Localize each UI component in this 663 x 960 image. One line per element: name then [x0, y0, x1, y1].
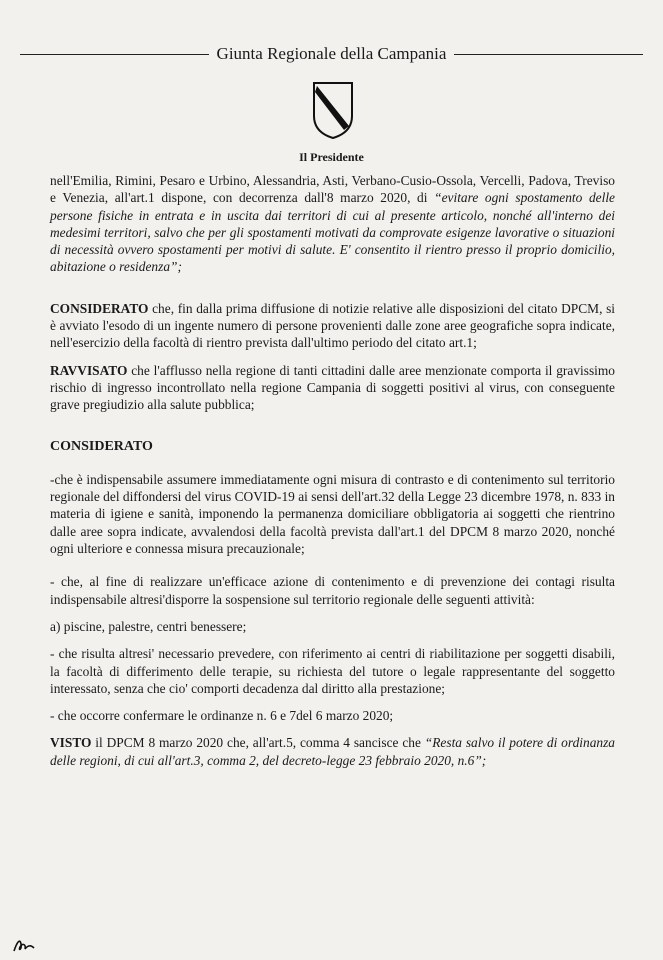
- list-item-facilities: a) piscine, palestre, centri benessere;: [50, 618, 247, 634]
- section-heading-considerato: CONSIDERATO: [50, 438, 153, 454]
- paragraph-suspension: - che, al fine di realizzare un'efficace azione di contenimento e di prevenzione dei contagi risulta indispensabile altresi'disporre la sospensione sul territorio regionale delle seguenti attività:: [50, 574, 615, 607]
- header-rule-right: [454, 54, 643, 55]
- paragraph-text: che l'afflusso nella regione di tanti cittadini dalle aree menzionate comporta il gravissimo rischio di ingresso incontrollato nella regione Campania di soggetti positivi al virus, con conseguente grave pregiudizio alla salute pubblica;: [50, 362, 615, 413]
- paragraph-ordinances: - che occorre confermare le ordinanze n. 6 e 7del 6 marzo 2020;: [50, 708, 394, 724]
- letterhead-title: Giunta Regionale della Campania: [216, 44, 447, 63]
- quoted-decree-text: “Resta salvo il potere di ordinanza delle regioni, di cui all'art.3, comma 2, del decreto-legge 23 febbraio 2020, n.6”;: [50, 735, 615, 768]
- quoted-decree-text: “evitare ogni spostamento delle persone fisiche in entrata e in uscita dai territori di cui al presente articolo, nonché all'interno dei medesimi territori, salvo che per gli spostamenti motivati da comprovate esigenze lavorative o situazioni di necessità ovvero spostamenti per motivi di salute. E' consentito il rientro presso il proprio domicilio, abitazione o residenza”;: [50, 190, 615, 275]
- paragraph-visto: [50, 734, 615, 769]
- paragraph-text: che, fin dalla prima diffusione di notizie relative alle disposizioni del citato DPCM, si è avviato l'esodo di un ingente numero di persone provenienti dalle zone aree geografiche sopra indicate, nell'esercizio della facoltà di rientro prevista dall'ultimo periodo del citato art.1;: [50, 300, 615, 351]
- keyword-ravvisato: RAVVISATO: [50, 362, 128, 378]
- keyword-visto: VISTO: [50, 735, 92, 751]
- keyword-considerato: CONSIDERATO: [50, 300, 149, 316]
- paragraph-ravvisato: [50, 362, 615, 414]
- document-body: [50, 172, 615, 769]
- paragraph-rehabilitation: - che risulta altresi' necessario prevedere, con riferimento ai centri di riabilitazione per soggetti disabili, la facoltà di differimento delle terapie, su richiesta del tutore o legale rappresentante del soggetto interessato, senza che cio' comporti decadenza dal diritto alla prestazione;: [50, 646, 615, 696]
- president-label: Il Presidente: [299, 150, 364, 164]
- paragraph-premise: [50, 172, 615, 276]
- header-rule-left: [20, 54, 209, 55]
- region-emblem-icon: [311, 80, 355, 140]
- paragraph-text: il DPCM 8 marzo 2020 che, all'art.5, comma 4 sancisce che: [91, 735, 425, 751]
- paragraph-measures: -che è indispensabile assumere immediatamente ogni misura di contrasto e di contenimento sul territorio regionale del diffondersi del virus COVID-19 ai sensi dell'art.32 della Legge 23 dicembre 1978, n. 833 in materia di igiene e sanità, imponendo la permanenza domiciliare obbligatoria ai soggetti che rientrino dalle aree sopra indicate, avvalendosi della facoltà prevista dall'art.1 del DPCM 8 marzo 2020, nonché ogni ulteriore e connessa misura precauzionale;: [50, 471, 615, 557]
- initials-signature: [12, 936, 36, 954]
- paragraph-considerato: [50, 300, 615, 352]
- letterhead: [20, 44, 643, 64]
- paragraph-text: nell'Emilia, Rimini, Pesaro e Urbino, Alessandria, Asti, Verbano-Cusio-Ossola, Vercelli, Padova, Treviso e Venezia, all'art.1 dispone, con decorrenza dall'8 marzo 2020, di: [50, 173, 615, 206]
